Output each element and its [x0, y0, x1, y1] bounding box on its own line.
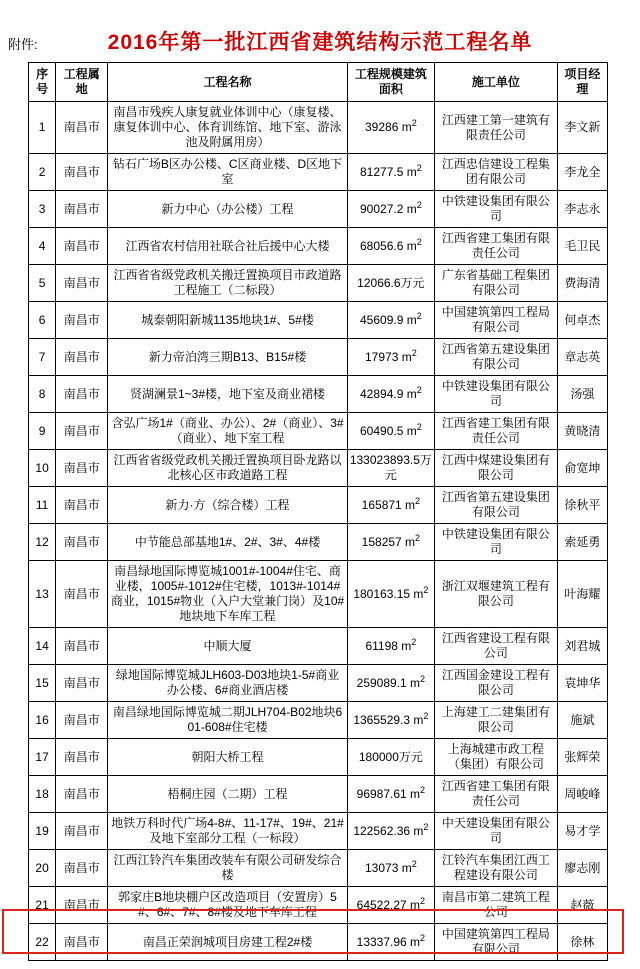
- project-location: 南昌市: [56, 561, 108, 628]
- project-area: [347, 776, 434, 813]
- area-value: 165871 m: [361, 497, 416, 512]
- table-row: [29, 524, 608, 561]
- project-manager: 张辉荣: [557, 739, 607, 776]
- project-area: [347, 302, 434, 339]
- area-value: 13337.96 m: [356, 934, 421, 949]
- row-number: 9: [29, 413, 56, 450]
- area-unit-exponent: 2: [416, 162, 422, 173]
- project-name: 地铁万科时代广场4-8#、11-17#、19#、21#及地下室部分工程（一标段）: [108, 813, 347, 850]
- row-number: 20: [29, 850, 56, 887]
- project-location: 南昌市: [56, 228, 108, 265]
- project-manager: 毛卫民: [557, 228, 607, 265]
- project-name: 江西省省级党政机关搬迁置换项目卧龙路以北核心区市政道路工程: [108, 450, 347, 487]
- contractor: 江西省第五建设集团有限公司: [435, 487, 558, 524]
- project-area: [347, 524, 434, 561]
- area-unit-exponent: 2: [415, 532, 421, 543]
- project-area: [347, 561, 434, 628]
- project-manager: 俞宽坤: [557, 450, 607, 487]
- table-row: [29, 665, 608, 702]
- project-name: 南昌市残疾人康复就业体训中心（康复楼、康复体训中心、体育训练馆、地下室、游泳池及附属用房）: [108, 102, 347, 154]
- project-area: [347, 813, 434, 850]
- table-row: [29, 413, 608, 450]
- project-name: 南昌绿地国际博览城1001#-1004#住宅、商业楼，1005#-1012#住宅楼，1013#-1014#商业，1015#物业（入户大堂兼门岗）及10#地块地下车库工程: [108, 561, 347, 628]
- project-location: 南昌市: [56, 524, 108, 561]
- row-number: 11: [29, 487, 56, 524]
- project-area: [347, 628, 434, 665]
- area-value: 17973 m: [365, 349, 412, 364]
- project-location: 南昌市: [56, 339, 108, 376]
- project-name: 中节能总部基地1#、2#、3#、4#楼: [108, 524, 347, 561]
- project-name: 郭家庄B地块棚户区改造项目（安置房）5#、6#、7#、8#楼及地下车库工程: [108, 887, 347, 924]
- row-number: 22: [29, 924, 56, 961]
- project-area: [347, 887, 434, 924]
- project-manager: 赵薇: [557, 887, 607, 924]
- table-row: [29, 887, 608, 924]
- row-number: 7: [29, 339, 56, 376]
- table-row: [29, 702, 608, 739]
- project-location: 南昌市: [56, 628, 108, 665]
- row-number: 17: [29, 739, 56, 776]
- project-area: [347, 265, 434, 302]
- project-location: 南昌市: [56, 154, 108, 191]
- area-value: 12066.6万元: [357, 275, 425, 290]
- contractor: 中国建筑第四工程局有限公司: [435, 924, 558, 961]
- table-row: [29, 302, 608, 339]
- row-number: 10: [29, 450, 56, 487]
- project-location: 南昌市: [56, 702, 108, 739]
- contractor: 江西省建工集团有限责任公司: [435, 228, 558, 265]
- page-title: 2016年第一批江西省建筑结构示范工程名单: [107, 31, 533, 54]
- project-manager: 周峻峰: [557, 776, 607, 813]
- row-number: 14: [29, 628, 56, 665]
- project-name: 含弘广场1#（商业、办公）、2#（商业）、3#（商业）、地下室工程: [108, 413, 347, 450]
- contractor: 中铁建设集团有限公司: [435, 376, 558, 413]
- row-number: 21: [29, 887, 56, 924]
- area-value: 45609.9 m: [360, 312, 417, 327]
- project-area: [347, 450, 434, 487]
- row-number: 12: [29, 524, 56, 561]
- table-row: [29, 776, 608, 813]
- row-number: 15: [29, 665, 56, 702]
- area-unit-exponent: 2: [415, 495, 421, 506]
- project-manager: 章志英: [557, 339, 607, 376]
- contractor: 中国建筑第四工程局有限公司: [435, 302, 558, 339]
- area-value: 60490.5 m: [360, 423, 417, 438]
- project-location: 南昌市: [56, 739, 108, 776]
- project-manager: 费海清: [557, 265, 607, 302]
- area-value: 39286 m: [365, 120, 412, 134]
- area-unit-exponent: 2: [420, 932, 426, 943]
- table-row: [29, 102, 608, 154]
- contractor: 江西建工第一建筑有限责任公司: [435, 102, 558, 154]
- contractor: 广东省基础工程集团有限公司: [435, 265, 558, 302]
- area-value: 81277.5 m: [360, 164, 417, 179]
- project-manager: 何卓杰: [557, 302, 607, 339]
- project-area: [347, 739, 434, 776]
- project-area: [347, 487, 434, 524]
- column-header: 项目经理: [557, 63, 607, 102]
- project-manager: 索延勇: [557, 524, 607, 561]
- project-name: 江西省省级党政机关搬迁置换项目市政道路工程施工（二标段）: [108, 265, 347, 302]
- row-number: 18: [29, 776, 56, 813]
- attachment-label: 附件:: [8, 37, 38, 52]
- project-location: 南昌市: [56, 776, 108, 813]
- project-area: [347, 665, 434, 702]
- contractor: 江铃汽车集团江西工程建设有限公司: [435, 850, 558, 887]
- project-area: [347, 154, 434, 191]
- area-value: 64522.27 m: [356, 897, 421, 912]
- area-unit-exponent: 2: [416, 310, 422, 321]
- contractor: 江西忠信建设工程集团有限公司: [435, 154, 558, 191]
- column-header: 施工单位: [435, 63, 558, 102]
- project-name: 绿地国际博览城JLH603-D03地块1-5#商业办公楼、6#商业酒店楼: [108, 665, 347, 702]
- table-row: [29, 628, 608, 665]
- area-value: 158257 m: [361, 534, 416, 549]
- contractor: 浙江双堰建筑工程有限公司: [435, 561, 558, 628]
- contractor: 江西省第五建设集团有限公司: [435, 339, 558, 376]
- area-value: 61198 m: [365, 638, 412, 653]
- row-number: 3: [29, 191, 56, 228]
- contractor: 上海城建市政工程（集团）有限公司: [435, 739, 558, 776]
- area-unit-exponent: 2: [420, 784, 426, 795]
- project-area: [347, 102, 434, 154]
- area-value: 133023893.5万元: [349, 453, 432, 482]
- project-area: [347, 702, 434, 739]
- project-area: [347, 850, 434, 887]
- project-area: [347, 339, 434, 376]
- table-row: [29, 487, 608, 524]
- area-unit-exponent: 2: [420, 673, 426, 684]
- project-manager: 易才学: [557, 813, 607, 850]
- table-row: [29, 813, 608, 850]
- project-location: 南昌市: [56, 813, 108, 850]
- area-value: 1365529.3 m: [353, 712, 424, 727]
- area-unit-exponent: 2: [423, 821, 429, 832]
- row-number: 4: [29, 228, 56, 265]
- project-area: [347, 376, 434, 413]
- area-unit-exponent: 2: [411, 118, 417, 128]
- project-manager: 徐秋平: [557, 487, 607, 524]
- row-number: 8: [29, 376, 56, 413]
- contractor: 江西省建工集团有限责任公司: [435, 776, 558, 813]
- project-name: 梧桐庄园（二期）工程: [108, 776, 347, 813]
- area-unit-exponent: 2: [411, 858, 417, 869]
- row-number: 6: [29, 302, 56, 339]
- area-value: 180000万元: [358, 749, 423, 764]
- project-manager: 黄晓清: [557, 413, 607, 450]
- project-name: 城泰朝阳新城1135地块1#、5#楼: [108, 302, 347, 339]
- area-value: 259089.1 m: [356, 675, 421, 690]
- row-number: 19: [29, 813, 56, 850]
- area-unit-exponent: 2: [411, 636, 417, 647]
- area-unit-exponent: 2: [416, 236, 422, 247]
- contractor: 中天建设集团有限公司: [435, 813, 558, 850]
- contractor: 中铁建设集团有限公司: [435, 524, 558, 561]
- project-name: 新力帝泊湾三期B13、B15#楼: [108, 339, 347, 376]
- table-row: [29, 924, 608, 961]
- table-row: [29, 850, 608, 887]
- contractor: 江西省建工集团有限责任公司: [435, 413, 558, 450]
- project-manager: 汤强: [557, 376, 607, 413]
- project-location: 南昌市: [56, 302, 108, 339]
- table-header-row: [29, 63, 608, 102]
- project-name: 南昌绿地国际博览城二期JLH704-B02地块601-608#住宅楼: [108, 702, 347, 739]
- project-location: 南昌市: [56, 850, 108, 887]
- project-name: 新力·方（综合楼）工程: [108, 487, 347, 524]
- area-unit-exponent: 2: [416, 421, 422, 432]
- project-location: 南昌市: [56, 924, 108, 961]
- project-manager: 叶海耀: [557, 561, 607, 628]
- project-name: 南昌正荣润城项目房建工程2#楼: [108, 924, 347, 961]
- project-location: 南昌市: [56, 413, 108, 450]
- project-manager: 李志永: [557, 191, 607, 228]
- project-name: 朝阳大桥工程: [108, 739, 347, 776]
- row-number: 13: [29, 561, 56, 628]
- area-value: 180163.15 m: [353, 586, 424, 601]
- contractor: 南昌市第二建筑工程公司: [435, 887, 558, 924]
- area-value: 90027.2 m: [360, 201, 417, 216]
- area-unit-exponent: 2: [423, 710, 429, 721]
- area-value: 96987.61 m: [356, 786, 421, 801]
- row-number: 16: [29, 702, 56, 739]
- project-area: [347, 191, 434, 228]
- project-manager: 李文新: [557, 102, 607, 154]
- project-manager: 施斌: [557, 702, 607, 739]
- project-area: [347, 413, 434, 450]
- project-location: 南昌市: [56, 450, 108, 487]
- area-unit-exponent: 2: [411, 347, 417, 358]
- project-area: [347, 924, 434, 961]
- project-location: 南昌市: [56, 102, 108, 154]
- table-row: [29, 739, 608, 776]
- table-row: [29, 450, 608, 487]
- contractor: 上海建工二建集团有限公司: [435, 702, 558, 739]
- table-row: [29, 154, 608, 191]
- table-row: [29, 339, 608, 376]
- project-location: 南昌市: [56, 887, 108, 924]
- contractor: 江西国金建设工程有限公司: [435, 665, 558, 702]
- project-name: 新力中心（办公楼）工程: [108, 191, 347, 228]
- contractor: 江西省建设工程有限公司: [435, 628, 558, 665]
- project-name: 江西江铃汽车集团改装车有限公司研发综合楼: [108, 850, 347, 887]
- project-manager: 刘君城: [557, 628, 607, 665]
- project-manager: 李龙全: [557, 154, 607, 191]
- row-number: 5: [29, 265, 56, 302]
- project-location: 南昌市: [56, 265, 108, 302]
- table-row: [29, 191, 608, 228]
- column-header: 序号: [29, 63, 56, 102]
- area-value: 68056.6 m: [360, 238, 417, 253]
- project-name: 中顺大厦: [108, 628, 347, 665]
- table-body: [29, 102, 608, 961]
- project-name: 江西省农村信用社联合社后援中心大楼: [108, 228, 347, 265]
- area-unit-exponent: 2: [420, 895, 426, 906]
- column-header: 工程名称: [108, 63, 347, 102]
- column-header: 工程规模建筑面积: [347, 63, 434, 102]
- projects-table: [28, 62, 608, 961]
- project-area: [347, 228, 434, 265]
- contractor: 江西中煤建设集团有限公司: [435, 450, 558, 487]
- area-value: 42894.9 m: [360, 386, 417, 401]
- table-row: [29, 228, 608, 265]
- project-location: 南昌市: [56, 191, 108, 228]
- project-manager: 徐林: [557, 924, 607, 961]
- project-name: 贤湖澜景1~3#楼，地下室及商业裙楼: [108, 376, 347, 413]
- area-unit-exponent: 2: [423, 584, 429, 595]
- project-manager: 廖志刚: [557, 850, 607, 887]
- project-location: 南昌市: [56, 487, 108, 524]
- row-number: 2: [29, 154, 56, 191]
- table-row: [29, 561, 608, 628]
- table-row: [29, 376, 608, 413]
- row-number: 1: [29, 102, 56, 154]
- project-manager: 袁坤华: [557, 665, 607, 702]
- contractor: 中铁建设集团有限公司: [435, 191, 558, 228]
- table-row: [29, 265, 608, 302]
- project-name: 钻石广场B区办公楼、C区商业楼、D区地下室: [108, 154, 347, 191]
- area-value: 13073 m: [365, 860, 412, 875]
- area-value: 122562.36 m: [353, 823, 424, 838]
- project-location: 南昌市: [56, 376, 108, 413]
- column-header: 工程属地: [56, 63, 108, 102]
- area-unit-exponent: 2: [416, 199, 422, 210]
- area-unit-exponent: 2: [416, 384, 422, 395]
- project-location: 南昌市: [56, 665, 108, 702]
